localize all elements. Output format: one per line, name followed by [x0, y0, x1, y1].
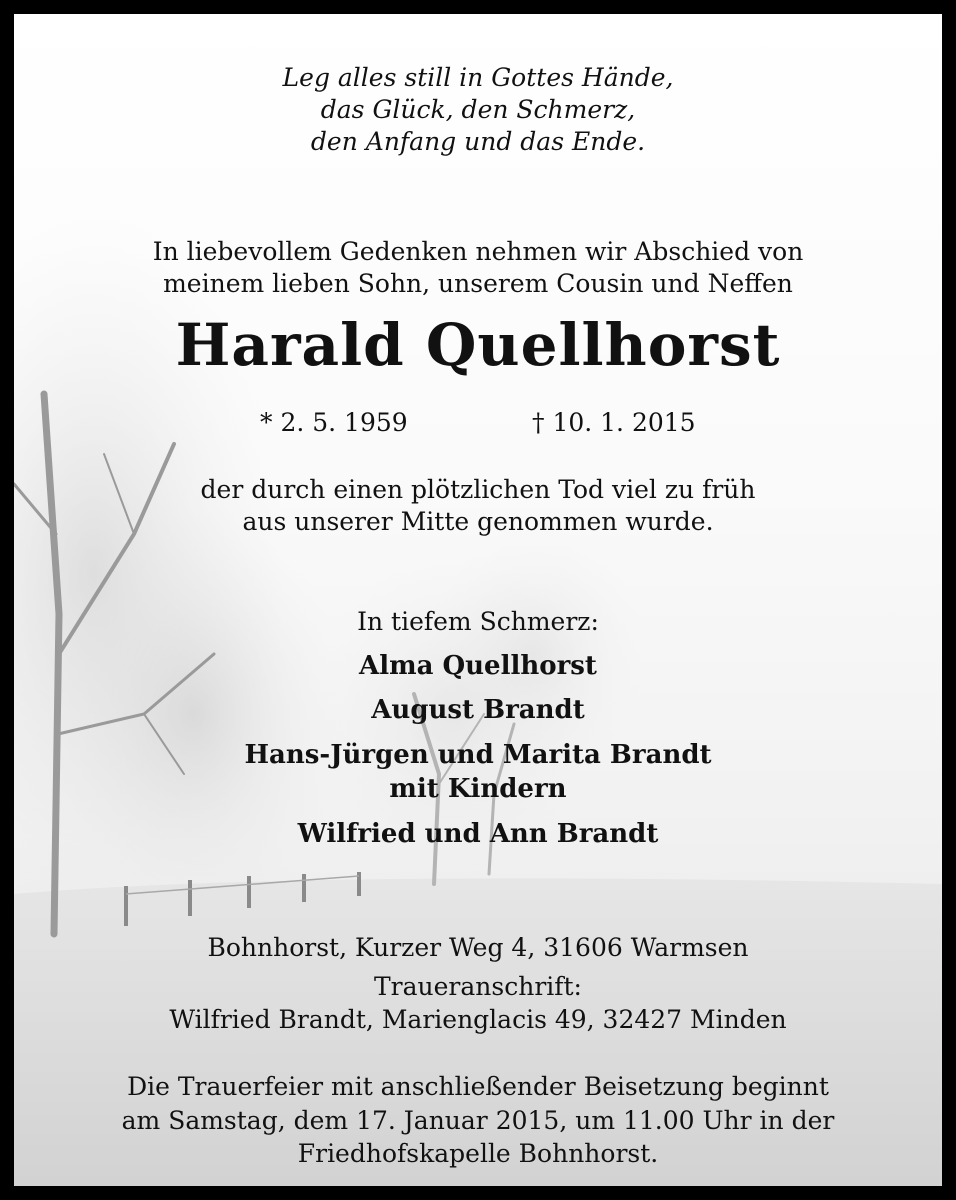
poem-line: das Glück, den Schmerz,: [320, 95, 636, 124]
passing-line: der durch einen plötzlichen Tod viel zu früh: [200, 475, 756, 504]
mourner-name: August Brandt: [371, 695, 585, 725]
funeral-line: Die Trauerfeier mit anschließender Beisetzung beginnt: [127, 1072, 829, 1101]
residence-address: Bohnhorst, Kurzer Weg 4, 31606 Warmsen: [207, 933, 749, 962]
passing-line: aus unserer Mitte genommen wurde.: [242, 507, 714, 536]
poem-line: Leg alles still in Gottes Hände,: [282, 63, 674, 92]
funeral-line: am Samstag, dem 17. Januar 2015, um 11.00 Uhr in der: [121, 1106, 835, 1135]
intro-line: meinem lieben Sohn, unserem Cousin und Neffen: [163, 269, 793, 298]
mourners-heading: In tiefem Schmerz:: [357, 607, 599, 636]
mourner-name: mit Kindern: [389, 774, 567, 804]
funeral-line: Friedhofskapelle Bohnhorst.: [297, 1139, 659, 1168]
mourning-address-label: Traueranschrift:: [374, 972, 582, 1001]
deceased-name: Harald Quellhorst: [175, 311, 781, 379]
mourner-name: Hans-Jürgen und Marita Brandt: [244, 740, 712, 770]
obituary-text: [14, 14, 942, 1186]
mourning-address: Wilfried Brandt, Marienglacis 49, 32427 Minden: [169, 1005, 787, 1034]
obituary-notice: [14, 14, 942, 1186]
mourner-name: Alma Quellhorst: [359, 651, 597, 681]
intro-line: In liebevollem Gedenken nehmen wir Abschied von: [152, 237, 804, 266]
birth-date: * 2. 5. 1959: [260, 408, 408, 437]
poem-line: den Anfang und das Ende.: [310, 127, 646, 156]
mourner-name: Wilfried und Ann Brandt: [297, 819, 659, 849]
death-date: † 10. 1. 2015: [532, 408, 696, 437]
